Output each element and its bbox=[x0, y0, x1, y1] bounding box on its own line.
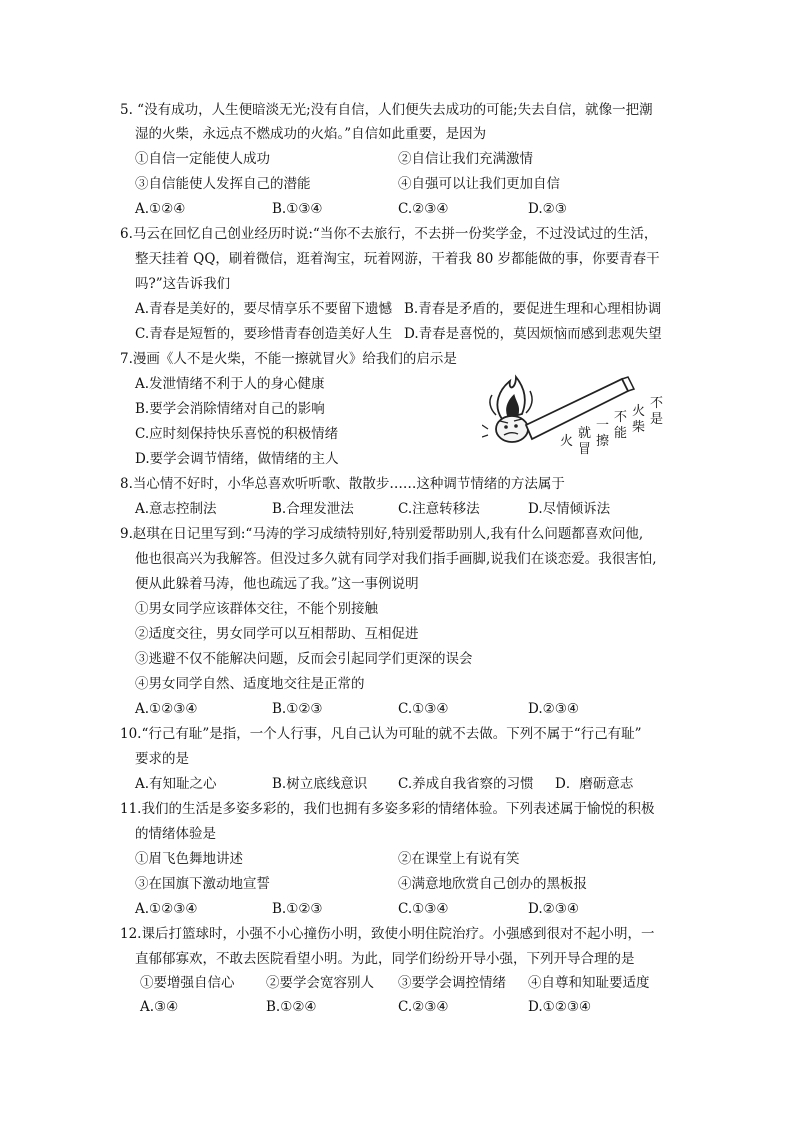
q7-option-b: B.要学会消除情绪对自己的影响 bbox=[135, 401, 325, 417]
q11-stem-line1: 11.我们的生活是多姿多彩的，我们也拥有多姿多彩的情绪体验。下列表述属于愉悦的积极 bbox=[120, 801, 655, 817]
q7-option-a: A.发泄情绪不利于人的身心健康 bbox=[135, 376, 325, 392]
q10-option-c: C.养成自我省察的习惯 bbox=[398, 776, 534, 792]
q9-stem-line3: 便从此躲着马涛，他也疏远了我。”这一事例说明 bbox=[135, 576, 419, 592]
q12-statement-3: ③要学会调控情绪 bbox=[398, 975, 506, 991]
q9-statement-4: ④男女同学自然、适度地交往是正常的 bbox=[135, 676, 365, 692]
q5-stem-line1: 5. “没有成功，人生便暗淡无光;没有自信，人们便失去成功的可能;失去自信，就像一把潮 bbox=[120, 102, 653, 118]
q7-stem: 7.漫画《人不是火柴，不能一擦就冒火》给我们的启示是 bbox=[120, 351, 457, 367]
q11-stem-line2: 的情绪体验是 bbox=[135, 826, 216, 842]
q11-statement-1: ①眉飞色舞地讲述 bbox=[135, 851, 243, 867]
q12-stem-line2: 直郁郁寡欢，不敢去医院看望小明。为此，同学们纷纷开导小强，下列开导合理的是 bbox=[135, 951, 635, 967]
q5-statement-4: ④自强可以让我们更加自信 bbox=[398, 176, 560, 192]
q9-option-c: C.①③④ bbox=[398, 701, 449, 717]
q7-option-c: C.应时刻保持快乐喜悦的积极情绪 bbox=[135, 426, 339, 442]
q11-statement-2: ②在课堂上有说有笑 bbox=[398, 851, 520, 867]
q9-statement-2: ②适度交往，男女同学可以互相帮助、互相促进 bbox=[135, 626, 419, 642]
q7-option-d: D.要学会调节情绪，做情绪的主人 bbox=[135, 451, 339, 467]
q6-stem-line2: 整天挂着 QQ，刷着微信，逛着淘宝，玩着网游，干着我 80 岁都能做的事，你要青春干 bbox=[135, 251, 660, 267]
q11-option-b: B.①②③ bbox=[272, 901, 323, 917]
svg-text:火: 火 bbox=[632, 404, 646, 419]
q10-stem-line2: 要求的是 bbox=[135, 751, 189, 767]
q12-statement-1: ①要增强自信心 bbox=[140, 975, 235, 991]
q9-statement-3: ③逃避不仅不能解决问题，反而会引起同学们更深的误会 bbox=[135, 651, 473, 667]
q12-statement-2: ②要学会宽容别人 bbox=[266, 975, 374, 991]
q9-stem-line1: 9.赵琪在日记里写到:“马涛的学习成绩特别好,特别爱帮助别人,我有什么问题都喜欢问他, bbox=[120, 526, 644, 542]
svg-text:柴: 柴 bbox=[632, 420, 646, 435]
q11-option-a: A.①②③④ bbox=[135, 901, 198, 917]
match-cartoon-image bbox=[482, 359, 664, 463]
q6-option-b: B.青春是矛盾的，要促进生理和心理相协调 bbox=[404, 301, 662, 317]
q10-stem-line1: 10.“行己有耻”是指，一个人行事，凡自己认为可耻的就不去做。下列不属于“行己有耻” bbox=[120, 726, 642, 742]
q9-option-a: A.①②③④ bbox=[135, 701, 198, 717]
q8-option-c: C.注意转移法 bbox=[398, 501, 480, 517]
q11-statement-3: ③在国旗下激动地宣誓 bbox=[135, 876, 270, 892]
q10-option-b: B.树立底线意识 bbox=[272, 776, 368, 792]
q10-option-d: D．磨砺意志 bbox=[555, 776, 634, 792]
svg-text:火: 火 bbox=[560, 434, 574, 449]
q6-option-a: A.青春是美好的，要尽情享乐不要留下遗憾 bbox=[135, 301, 393, 317]
q9-stem-line2: 他也很高兴为我解答。但没过多久就有同学对我们指手画脚,说我们在谈恋爱。我很害怕, bbox=[135, 551, 657, 567]
q12-option-c: C.②③④ bbox=[398, 999, 449, 1015]
svg-text:一: 一 bbox=[596, 418, 610, 433]
q12-option-d: D.①②③④ bbox=[528, 999, 592, 1015]
q9-option-b: B.①②③ bbox=[272, 701, 323, 717]
svg-text:擦: 擦 bbox=[596, 434, 610, 449]
q5-statement-1: ①自信一定能使人成功 bbox=[135, 151, 270, 167]
q8-stem: 8.当心情不好时，小华总喜欢听听歌、散散步……这种调节情绪的方法属于 bbox=[120, 476, 565, 492]
q6-option-c: C.青春是短暂的，要珍惜青春创造美好人生 bbox=[135, 326, 393, 342]
q8-option-b: B.合理发泄法 bbox=[272, 501, 354, 517]
q8-option-a: A.意志控制法 bbox=[135, 501, 217, 517]
q6-stem-line3: 吗?”这告诉我们 bbox=[135, 276, 231, 292]
svg-text:冒: 冒 bbox=[578, 442, 592, 457]
q5-statement-2: ②自信让我们充满激情 bbox=[398, 151, 533, 167]
svg-text:就: 就 bbox=[578, 426, 592, 441]
q12-option-b: B.①②④ bbox=[266, 999, 317, 1015]
q9-option-d: D.②③④ bbox=[528, 701, 579, 717]
q5-statement-3: ③自信能使人发挥自己的潜能 bbox=[135, 176, 311, 192]
q5-option-b: B.①③④ bbox=[272, 201, 323, 217]
q8-option-d: D.尽情倾诉法 bbox=[528, 501, 611, 517]
q5-stem-line2: 湿的火柴，永远点不燃成功的火焰。”自信如此重要，是因为 bbox=[135, 126, 487, 142]
q11-option-d: D.②③④ bbox=[528, 901, 579, 917]
svg-text:是: 是 bbox=[650, 412, 664, 427]
q12-stem-line1: 12.课后打篮球时，小强不小心撞伤小明，致使小明住院治疗。小强感到很对不起小明，一 bbox=[120, 926, 655, 942]
q9-statement-1: ①男女同学应该群体交往，不能个别接触 bbox=[135, 601, 378, 617]
q5-option-a: A.①②④ bbox=[135, 201, 186, 217]
q11-statement-4: ④满意地欣赏自己创办的黑板报 bbox=[398, 876, 587, 892]
q11-option-c: C.①③④ bbox=[398, 901, 449, 917]
svg-text:不: 不 bbox=[614, 410, 628, 425]
q5-option-d: D.②③ bbox=[528, 201, 567, 217]
q12-statement-4: ④自尊和知耻要适度 bbox=[528, 975, 650, 991]
q5-option-c: C.②③④ bbox=[398, 201, 449, 217]
q12-option-a: A.③④ bbox=[140, 999, 179, 1015]
svg-text:能: 能 bbox=[614, 426, 628, 441]
q6-option-d: D.青春是喜悦的，莫因烦恼而感到悲观失望 bbox=[404, 326, 662, 342]
q10-option-a: A.有知耻之心 bbox=[135, 776, 217, 792]
q6-stem-line1: 6.马云在回忆自己创业经历时说:“当你不去旅行，不去拼一份奖学金，不过没试过的生活， bbox=[120, 226, 658, 242]
cartoon-caption-col1: 不 bbox=[650, 396, 664, 411]
